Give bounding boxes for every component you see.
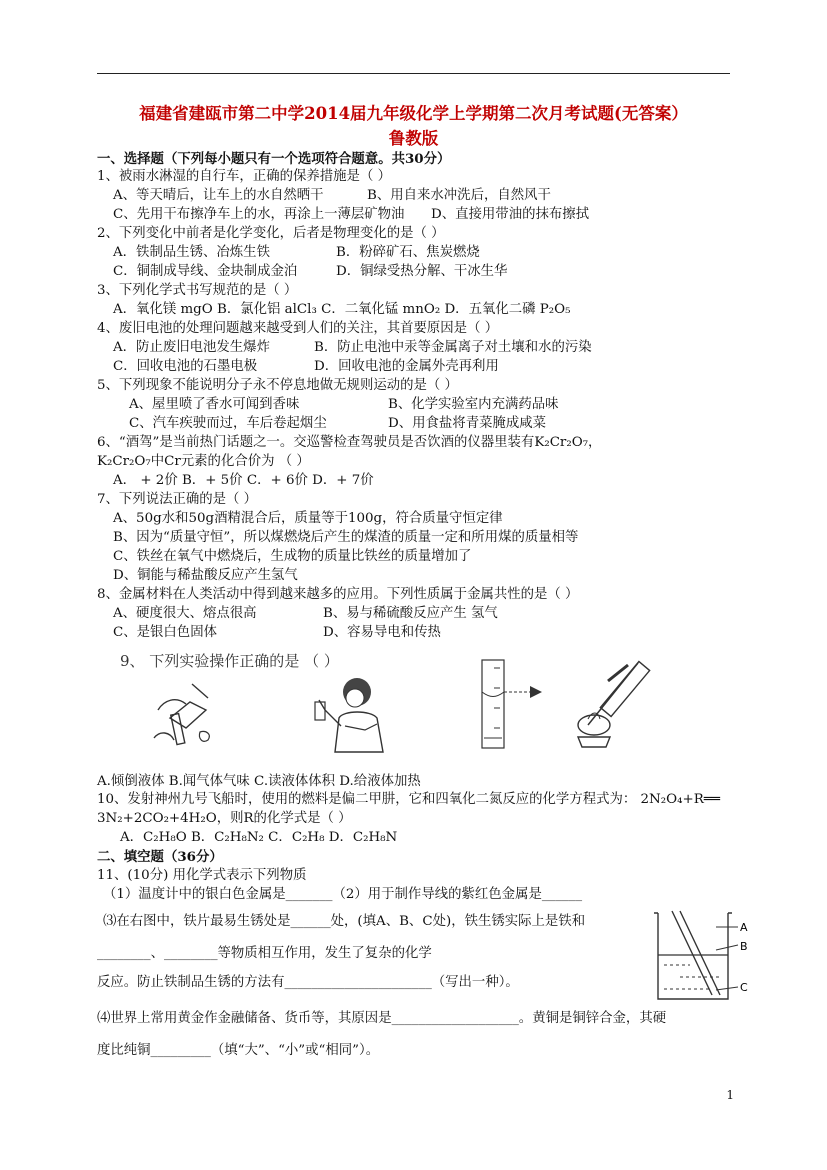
- question-3: 3、下列化学式书写规范的是（ ）: [97, 283, 298, 298]
- question-7: 7、下列说法正确的是（ ）: [97, 492, 258, 507]
- question-10-cont: 3N₂+2CO₂+4H₂O，则R的化学式是（ ）: [97, 811, 352, 826]
- q1-option-a: A、等天晴后，让车上的水自然晒干: [113, 188, 324, 203]
- q10-options: A．C₂H₈O B．C₂H₈N₂ C．C₂H₈ D．C₂H₈N: [120, 830, 398, 845]
- question-6-cont: K₂Cr₂O₇中Cr元素的化合价为 （ ）: [97, 454, 310, 469]
- q8-option-d: D、容易导电和传热: [323, 625, 441, 640]
- q2-option-c: C．铜制成导线、金块制成金泊: [113, 264, 298, 279]
- q8-option-b: B、易与稀硫酸反应产生 氢气: [323, 606, 498, 621]
- smelling-gas-figure: [305, 670, 395, 755]
- question-6: 6、“酒驾”是当前热门话题之一。交巡警检查驾驶员是否饮酒的仪器里装有K₂Cr₂O₇，: [97, 435, 602, 450]
- q8-option-a: A、硬度很大、熔点很高: [113, 606, 257, 621]
- doc-title: 福建省建瓯市第二中学2014届九年级化学上学期第二次月考试题(无答案）: [139, 104, 688, 123]
- reading-volume-figure: [472, 658, 562, 753]
- question-11-part-4: ⑷世界上常用黄金作金融储备、货币等，其原因是___________________。黄铜是铜锌合金，其硬: [97, 1011, 667, 1026]
- question-11-part-1: （1）温度计中的银白色金属是_______（2）用于制作导线的紫红色金属是______: [103, 887, 583, 902]
- question-9: 9、 下列实验操作正确的是 （ ）: [120, 652, 339, 670]
- section-1-heading: 一、选择题（下列每小题只有一个选项符合题意。共30分）: [97, 151, 451, 167]
- question-8: 8、金属材料在人类活动中得到越来越多的应用。下列性质属于金属共性的是（ ）: [97, 587, 579, 602]
- q9-options: A.倾倒液体 B.闻气体气味 C.读液体体积 D.给液体加热: [97, 774, 421, 789]
- question-4: 4、废旧电池的处理问题越来越受到人们的关注，其首要原因是（ ）: [97, 321, 499, 336]
- q1-option-d: D、直接用带油的抹布擦拭: [431, 207, 590, 222]
- q5-option-c: C、汽车疾驶而过，车后卷起烟尘: [129, 416, 327, 431]
- question-11-part-4-cont: 度比纯铜_________（填“大”、“小”或“相同”）。: [97, 1043, 380, 1058]
- q2-option-b: B．粉碎矿石、焦炭燃烧: [336, 245, 480, 260]
- label-a: A: [740, 921, 748, 934]
- q4-option-b: B．防止电池中汞等金属离子对土壤和水的污染: [314, 340, 592, 355]
- doc-subtitle: 鲁教版: [388, 129, 439, 148]
- q5-option-b: B、化学实验室内充满药品味: [388, 397, 559, 412]
- q4-option-a: A．防止废旧电池发生爆炸: [113, 340, 270, 355]
- q4-option-d: D．回收电池的金属外壳再利用: [314, 359, 499, 374]
- q3-options: A．氧化镁 mgO B．氯化铝 alCl₃ C．二氧化锰 mnO₂ D．五氧化二磷 P₂O₅: [113, 302, 571, 317]
- question-2: 2、下列变化中前者是化学变化，后者是物理变化的是（ ）: [97, 226, 445, 241]
- beaker-rust-figure: [650, 905, 760, 1005]
- label-c: C: [740, 981, 748, 994]
- page-number: 1: [726, 1088, 734, 1102]
- q6-options: A． + 2价 B．+ 5价 C．+ 6价 D．+ 7价: [113, 473, 374, 488]
- q5-option-a: A、屋里喷了香水可闻到香味: [129, 397, 300, 412]
- q7-option-b: B、因为“质量守恒”，所以煤燃烧后产生的煤渣的质量一定和所用煤的质量相等: [113, 530, 579, 545]
- header-rule: [97, 73, 730, 74]
- question-10: 10、发射神州九号飞船时，使用的燃料是偏二甲肼，它和四氧化二氮反应的化学方程式为： 2N₂O₄+R══: [97, 792, 720, 807]
- question-11-part-3-end: 反应。防止铁制品生锈的方法有______________________（写出一种）。: [97, 975, 519, 990]
- q2-option-a: A．铁制品生锈、冶炼生铁: [113, 245, 270, 260]
- question-11: 11、(10分) 用化学式表示下列物质: [97, 868, 307, 883]
- question-11-part-3-cont: ________、________等物质相互作用，发生了复杂的化学: [97, 946, 432, 961]
- q2-option-d: D．铜绿受热分解、干冰生华: [336, 264, 508, 279]
- q7-option-a: A、50g水和50g酒精混合后，质量等于100g，符合质量守恒定律: [113, 511, 503, 526]
- question-11-part-3: ⑶在右图中，铁片最易生锈处是______处，(填A、B、C处)，铁生锈实际上是铁和: [103, 914, 586, 929]
- q8-option-c: C、是银白色固体: [113, 625, 217, 640]
- question-1: 1、被雨水淋湿的自行车，正确的保养措施是（ ）: [97, 169, 391, 184]
- q1-option-b: B、用自来水冲洗后，自然风干: [367, 188, 551, 203]
- section-2-heading: 二、填空题（36分）: [97, 849, 223, 865]
- pouring-liquid-figure: [150, 670, 225, 755]
- q7-option-c: C、铁丝在氧气中燃烧后，生成物的质量比铁丝的质量增加了: [113, 549, 472, 564]
- q4-option-c: C．回收电池的石墨电极: [113, 359, 258, 374]
- q7-option-d: D、铜能与稀盐酸反应产生氢气: [113, 568, 298, 583]
- label-b: B: [740, 940, 748, 953]
- q5-option-d: D、用食盐将青菜腌成咸菜: [388, 416, 547, 431]
- q1-option-c: C、先用干布擦净车上的水，再涂上一薄层矿物油: [113, 207, 405, 222]
- question-5: 5、下列现象不能说明分子永不停息地做无规则运动的是（ ）: [97, 378, 458, 393]
- heating-liquid-figure: [568, 655, 678, 755]
